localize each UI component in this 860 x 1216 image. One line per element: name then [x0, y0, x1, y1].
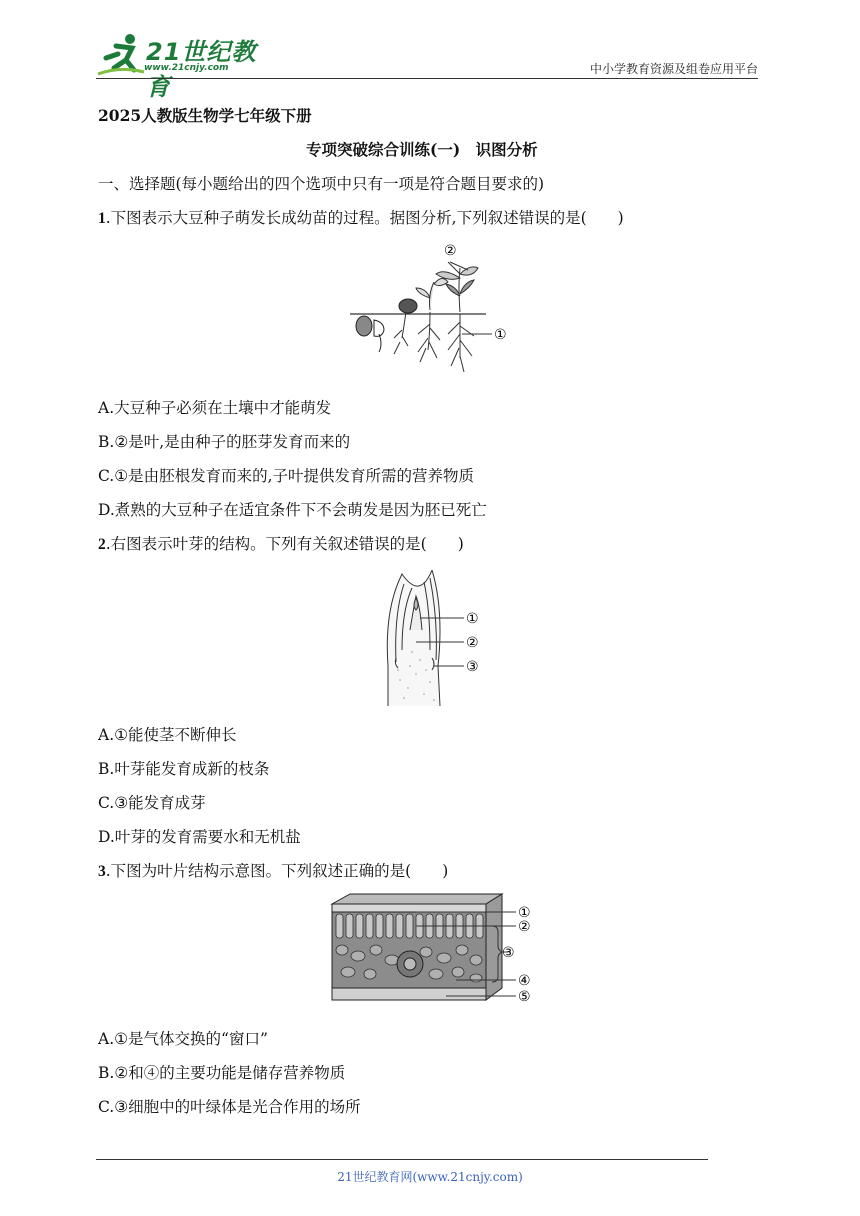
upper-epidermis [332, 904, 486, 912]
question-2-stem [98, 534, 464, 555]
q2-option-d[interactable]: D.叶芽的发育需要水和无机盐 [98, 828, 301, 846]
question-number: 3 [98, 863, 106, 880]
label-2: ② [466, 635, 479, 651]
label-1: ① [518, 905, 531, 921]
logo-text: 21世纪教育 [146, 38, 257, 101]
seed-1 [356, 316, 372, 336]
q2-option-a[interactable]: A.①能使茎不断伸长 [98, 726, 237, 744]
header-platform-name: 中小学教育资源及组卷应用平台 [589, 62, 758, 76]
q3-option-a[interactable]: A.①是气体交换的“窗口” [98, 1030, 268, 1048]
book-title: 2025人教版生物学七年级下册 [98, 106, 312, 125]
label-2: ② [518, 919, 531, 935]
leaf-bud-figure [380, 570, 490, 710]
section-title: 专项突破综合训练(一) 识图分析 [306, 140, 538, 159]
label-2: ② [444, 243, 457, 259]
label-3: ③ [502, 945, 515, 961]
label-5: ⑤ [518, 989, 531, 1005]
q3-option-b[interactable]: B.②和④的主要功能是储存营养物质 [98, 1064, 346, 1082]
part-heading: 一、选择题(每小题给出的四个选项中只有一项是符合题目要求的) [98, 175, 545, 193]
site-logo[interactable] [96, 30, 266, 101]
label-1: ① [494, 327, 507, 343]
q2-option-c[interactable]: C.③能发育成芽 [98, 794, 206, 812]
seed-2-cotyledon [399, 299, 417, 313]
page-header [96, 30, 758, 101]
question-number: 1 [98, 210, 106, 227]
q3-option-c[interactable]: C.③细胞中的叶绿体是光合作用的场所 [98, 1098, 361, 1116]
soybean-germination-figure [346, 238, 516, 380]
question-3-stem [98, 861, 448, 882]
leaf-cross-section-figure [326, 892, 536, 1010]
q1-option-d[interactable]: D.煮熟的大豆种子在适宜条件下不会萌发是因为胚已死亡 [98, 501, 487, 519]
leaf-left [436, 272, 460, 280]
label-4: ④ [518, 973, 531, 989]
q1-option-a[interactable]: A.大豆种子必须在土壤中才能萌发 [98, 399, 332, 417]
section-top-face [332, 894, 502, 904]
question-1-stem [98, 208, 624, 229]
q1-option-c[interactable]: C.①是由胚根发育而来的,子叶提供发育所需的营养物质 [98, 467, 475, 485]
logo-url: www.21cnjy.com [144, 63, 229, 73]
label-3: ③ [466, 659, 479, 675]
question-text: .下图表示大豆种子萌发长成幼苗的过程。据图分析,下列叙述错误的是( ) [105, 209, 624, 227]
header-divider [96, 78, 758, 79]
question-text: .右图表示叶芽的结构。下列有关叙述错误的是( ) [105, 535, 464, 553]
question-number: 2 [98, 536, 106, 553]
q1-option-b[interactable]: B.②是叶,是由种子的胚芽发育而来的 [98, 433, 351, 451]
footer-divider [96, 1159, 708, 1160]
question-text: .下图为叶片结构示意图。下列叙述正确的是( ) [105, 862, 449, 880]
footer-link[interactable]: 21世纪教育网(www.21cnjy.com) [337, 1170, 523, 1184]
q2-option-b[interactable]: B.叶芽能发育成新的枝条 [98, 760, 270, 778]
runner-logo-icon [96, 30, 146, 78]
label-1: ① [466, 611, 479, 627]
lower-epidermis [332, 988, 486, 1000]
